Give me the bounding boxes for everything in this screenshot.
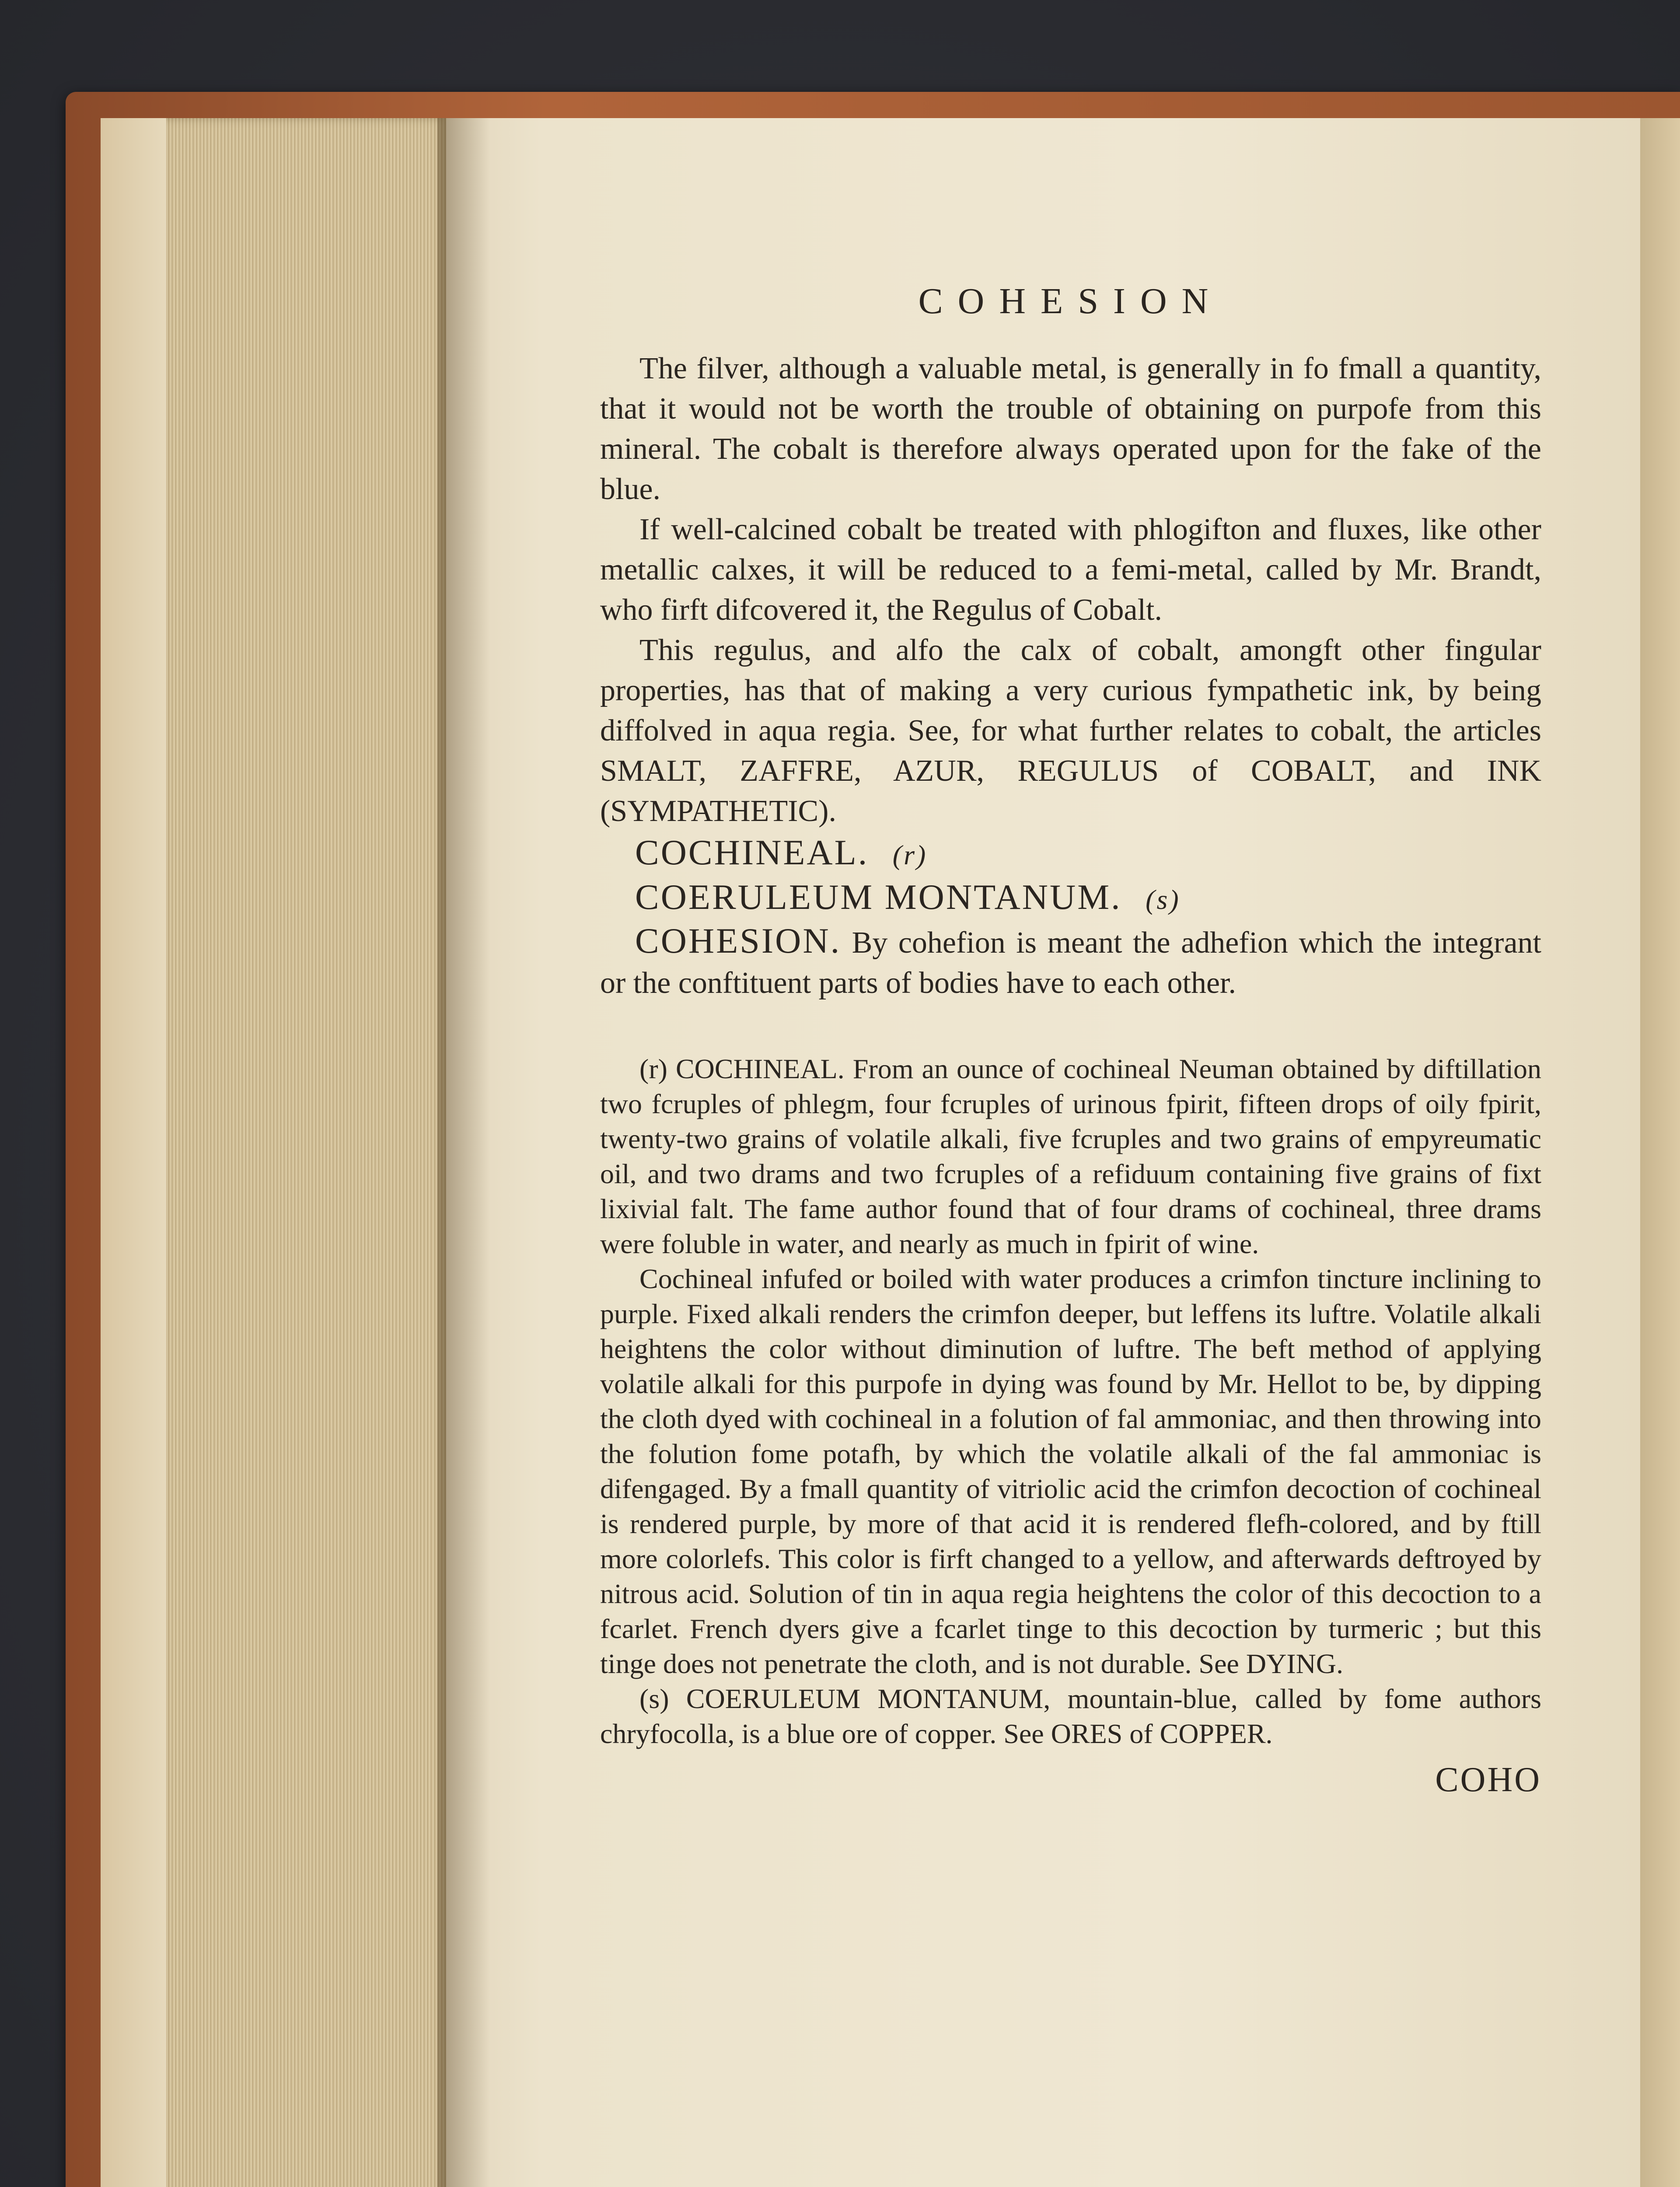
entry-term: COHESION. [635,921,842,961]
cover-pastedown [101,118,175,2187]
entry-note: (s) [1146,884,1181,915]
page-edges [166,118,446,2187]
footnote: (s) COERULEUM MONTANUM, mountain-blue, called by fome authors chryfocolla, is a blue ore of copper. See ORES of COPPER. [600,1683,1541,1749]
entry-term: COCHINEAL. [635,832,869,872]
spacer [600,1003,1541,1052]
running-head: COHESION [918,281,1223,321]
paragraph: If well-calcined cobalt be treated with phlogifton and fluxes, like other metallic calxes, it will be reduced to a femi-metal, called by Mr. Brandt, who firft difcovered it, the Regulus of Cobalt. [600,513,1541,627]
entry-term: COERULEUM MONTANUM. [635,877,1122,917]
footnote: (r) COCHINEAL. From an ounce of cochineal Neuman obtained by diftillation two fcruples of phlegm, four fcruples of urinous fpirit, fifteen drops of oily fpirit, twenty-two grains of volatile alkali, five fcruples and two grains of empyreumatic oil, and two drams and two fcruples of a refiduum containing five grains of fixt lixivial falt. The fame author found that of four drams of cochineal, three drams were foluble in water, and nearly as much in fpirit of wine. [600,1053,1541,1259]
page-text [600,280,1542,1799]
entry-cochineal [600,831,1541,876]
catchword: COHO [1435,1761,1541,1799]
entry-coeruleum [600,876,1541,921]
footnote: Cochineal infufed or boiled with water produces a crimfon tincture inclining to purple. Fixed alkali renders the crimfon deeper, but leffens its luftre. Volatile alkali heightens the color without diminution of luftre. The beft method of applying volatile alkali for this purpofe in dying was found by Mr. Hellot to be, by dipping the cloth dyed with cochineal in a folution of fal ammoniac, and then throwing into the folution fome potafh, by which the volatile alkali of the fal ammoniac is difengaged. By a fmall quantity of vitriolic acid the crimfon decoction of cochineal is rendered purple, by more of that acid it is rendered flefh-colored, and by ftill more colorlefs. This color is firft changed to a yellow, and afterwards deftroyed by nitrous acid. Solution of tin in aqua regia heightens the color of this decoction to a fcarlet. French dyers give a fcarlet tinge to this decoction by turmeric ; but this tinge does not penetrate the cloth, and is not durable. See DYING. [600,1263,1541,1679]
facing-page-edge [1640,118,1680,2187]
page-gutter-shadow [437,118,490,2187]
footnotes [600,1052,1541,1751]
entry-cohesion [600,921,1541,1003]
paragraph: This regulus, and alfo the calx of cobalt, amongft other fingular properties, has that of making a very curious fympathetic ink, by being diffolved in aqua regia. See, for what further relates to cobalt, the articles SMALT, ZAFFRE, AZUR, REGULUS of COBALT, and INK (SYMPATHETIC). [600,633,1541,828]
entry-text: By cohefion is meant the adhefion which the integrant or the conftituent parts of bodies have to each other. [600,926,1542,1000]
entry-note: (r) [892,839,928,870]
paragraph: The filver, although a valuable metal, is generally in fo fmall a quantity, that it would not be worth the trouble of obtaining on purpofe from this mineral. The cobalt is therefore always operated upon for the fake of the blue. [600,352,1541,506]
